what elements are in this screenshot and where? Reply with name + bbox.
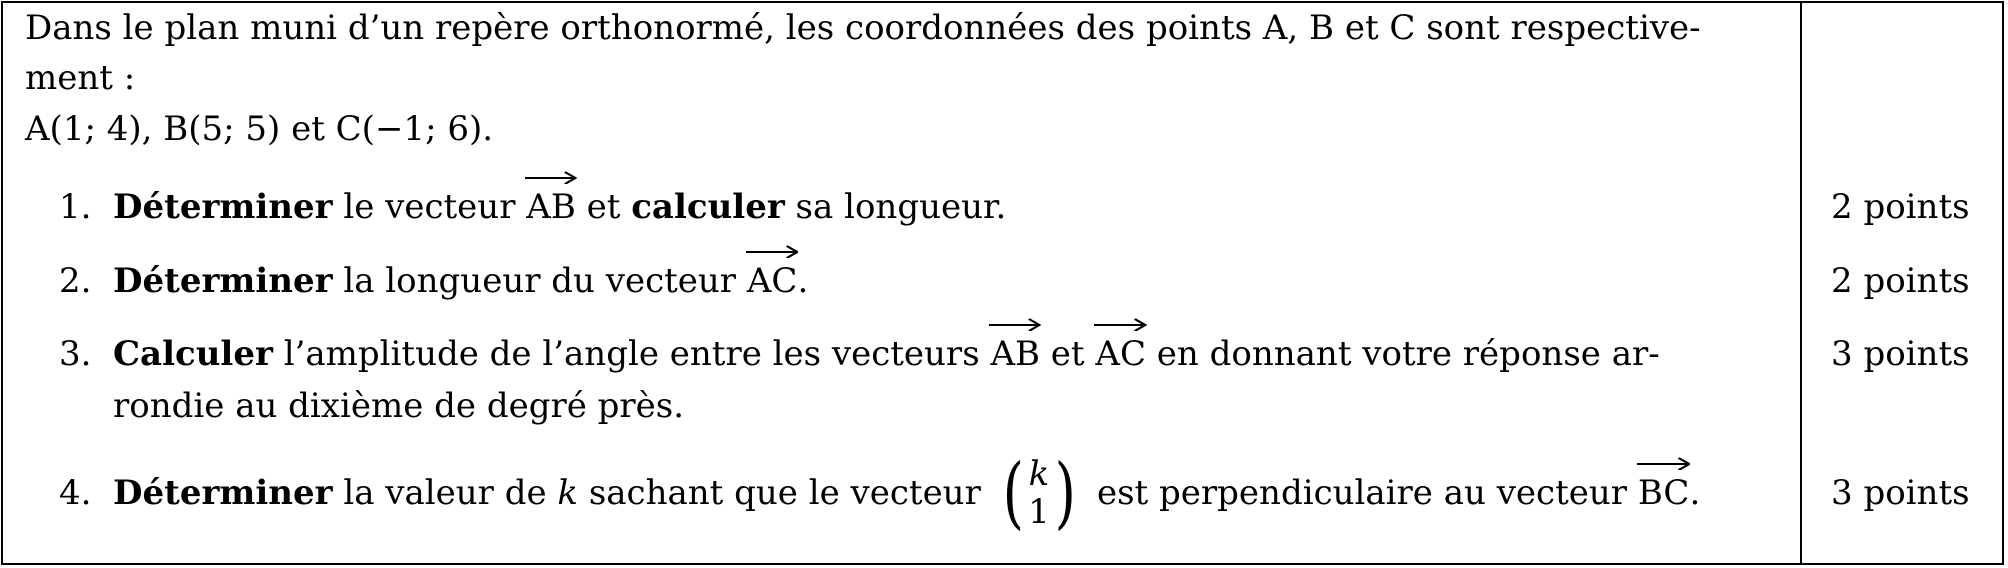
item-3-points: 3 points <box>1831 334 1970 374</box>
intro-line-2: ment : <box>25 58 136 98</box>
vector-bc: BC <box>1638 470 1690 516</box>
item-1-points: 2 points <box>1831 187 1970 227</box>
item-1-verb-2: calculer <box>631 187 785 227</box>
intro-line-1: Dans le plan muni d’un repère orthonormé, les coordonnées des points A, B et C sont respective- <box>25 8 1701 48</box>
item-4-text-a: la valeur de <box>332 473 558 513</box>
variable-k: k <box>557 473 579 513</box>
item-1-number: 1. <box>59 187 92 227</box>
item-3-text-c: en donnant votre réponse ar- <box>1145 334 1660 374</box>
column-divider <box>1800 3 1802 563</box>
vector-arrow-icon <box>746 244 799 258</box>
exercise-table <box>1 1 2004 565</box>
item-4-text-d: . <box>1689 473 1701 513</box>
vector-arrow-icon <box>989 317 1041 331</box>
item-3-line-2: rondie au dixième de degré près. <box>113 386 685 426</box>
vector-ac: AC <box>1095 331 1146 377</box>
item-1-text-b: et <box>575 187 632 227</box>
item-3-number: 3. <box>59 334 92 374</box>
item-1-verb: Déterminer <box>113 187 333 227</box>
item-4-points: 3 points <box>1831 473 1970 513</box>
item-4-number: 4. <box>59 473 92 513</box>
column-vector-top: k <box>1028 454 1050 494</box>
item-1-text <box>113 184 1006 230</box>
item-3-text <box>113 331 1660 377</box>
item-1-text-c: sa longueur. <box>784 187 1007 227</box>
item-3-verb: Calculer <box>113 334 273 374</box>
vector-arrow-icon <box>1094 317 1147 331</box>
item-2-points: 2 points <box>1831 261 1970 301</box>
left-paren-icon: ( <box>1002 448 1024 538</box>
item-4-text <box>113 441 1700 545</box>
vector-arrow-icon <box>525 170 577 184</box>
vector-ab: AB <box>990 331 1040 377</box>
item-2-text-a: la longueur du vecteur <box>332 261 747 301</box>
item-2-text <box>113 258 808 304</box>
column-vector <box>998 448 1081 538</box>
vector-arrow-icon <box>1637 456 1691 470</box>
right-paren-icon: ) <box>1054 448 1076 538</box>
column-vector-bottom: 1 <box>1028 492 1050 532</box>
item-3-text-b: et <box>1040 334 1096 374</box>
item-1-text-a: le vecteur <box>332 187 527 227</box>
vector-ab: AB <box>526 184 576 230</box>
item-4-verb: Déterminer <box>113 473 333 513</box>
intro-line-3: A(1; 4), B(5; 5) et C(−1; 6). <box>25 109 494 149</box>
vector-ac: AC <box>747 258 798 304</box>
item-2-verb: Déterminer <box>113 261 333 301</box>
item-4-text-b: sachant que le vecteur <box>578 473 992 513</box>
item-2-number: 2. <box>59 261 92 301</box>
item-2-text-b: . <box>797 261 809 301</box>
item-3-text-a: l’amplitude de l’angle entre les vecteurs <box>272 334 991 374</box>
item-4-text-c: est perpendiculaire au vecteur <box>1086 473 1638 513</box>
